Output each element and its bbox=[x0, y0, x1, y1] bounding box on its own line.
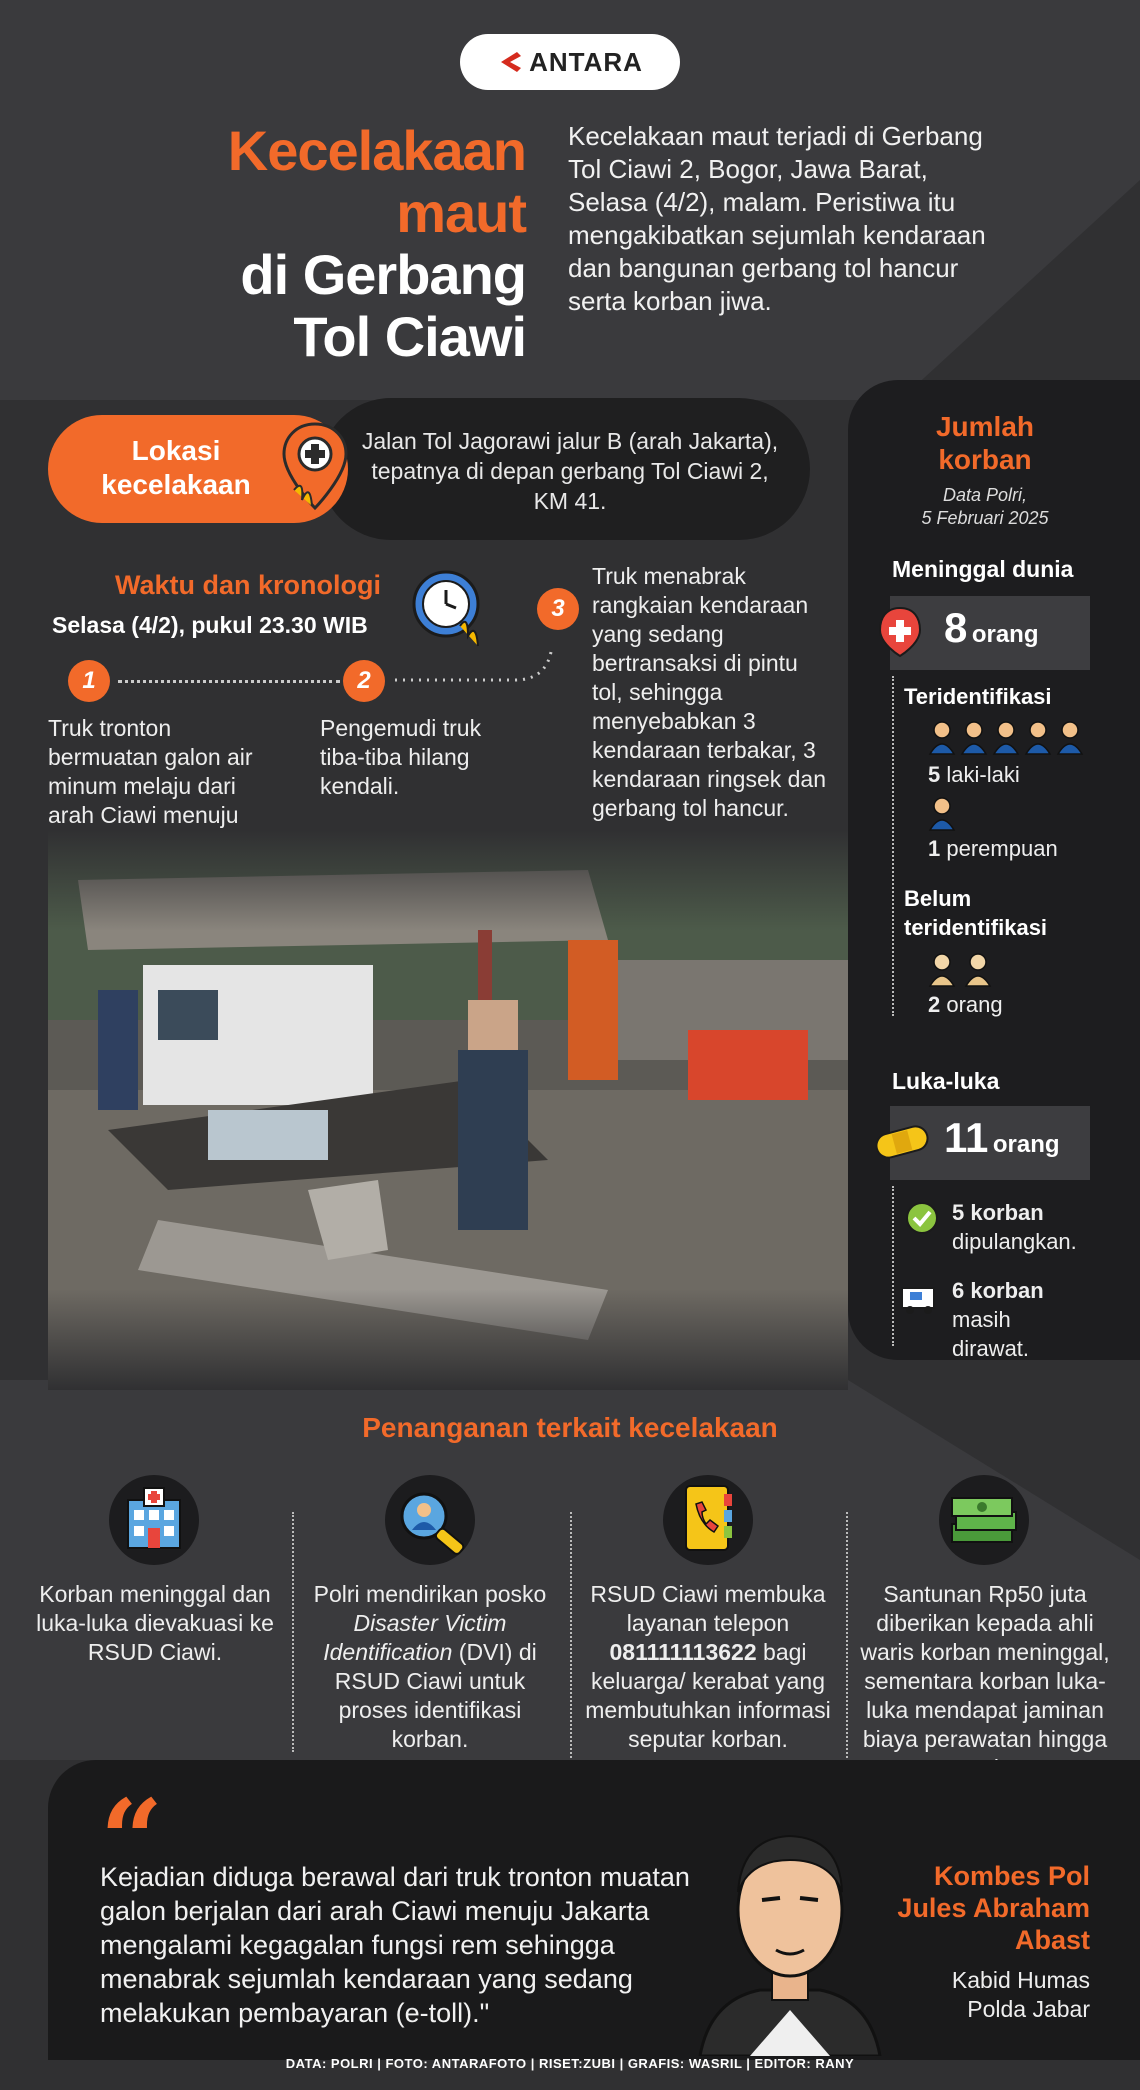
male-count bbox=[928, 760, 1020, 789]
handling-item-3-pre: RSUD Ciawi membuka layanan telepon bbox=[590, 1581, 826, 1636]
victims-title-line-2: korban bbox=[938, 444, 1032, 475]
victims-source-line-2: 5 Februari 2025 bbox=[921, 508, 1049, 528]
medical-cross-icon bbox=[876, 604, 924, 660]
title-line-3: di Gerbang bbox=[240, 243, 526, 306]
victims-source-line-1: Data Polri, bbox=[942, 485, 1028, 505]
antara-logo bbox=[460, 34, 680, 90]
unidentified-label-line-1: Belum bbox=[904, 886, 972, 911]
step-1-number: 1 bbox=[68, 660, 110, 702]
male-victims-icons bbox=[928, 720, 1088, 756]
speaker-info bbox=[860, 1860, 1090, 2024]
victims-title bbox=[910, 410, 1060, 476]
timeline-time: Selasa (4/2), pukul 23.30 WIB bbox=[52, 612, 368, 638]
handling-item-1: Korban meninggal dan luka-luka dievakuasi ke RSUD Ciawi. bbox=[36, 1581, 274, 1665]
location-label-line-1: Lokasi bbox=[131, 435, 221, 466]
handling-item-3-phone: 081111113622 bbox=[609, 1639, 757, 1665]
magnifier-person-icon bbox=[384, 1474, 476, 1566]
discharged-info bbox=[952, 1198, 1077, 1256]
step-3-text: Truk menabrak rangkaian kendaraan yang sedang bertransaksi di pintu tol, sehingga menyebabkan 3 kendaraan terbakar, 3 kendaraan ringsek dan gerbang tol hancur. bbox=[592, 563, 826, 821]
ambulance-icon bbox=[900, 1280, 944, 1316]
map-pin-icon bbox=[280, 420, 350, 516]
timeline-connector-2 bbox=[395, 612, 555, 684]
dead-count-number: 8 bbox=[944, 604, 968, 651]
handling-divider-1 bbox=[292, 1512, 294, 1752]
location-label bbox=[86, 434, 266, 502]
female-victim-icon bbox=[928, 796, 958, 832]
dead-detail-line bbox=[892, 676, 894, 1016]
speaker-role bbox=[860, 1966, 1090, 2024]
location-text: Jalan Tol Jagorawi jalur B (arah Jakarta), tepatnya di depan gerbang Tol Ciawi 2, KM 41. bbox=[361, 428, 779, 514]
treated-label-line-2: dirawat. bbox=[952, 1336, 1030, 1361]
handling-title: Penanganan terkait kecelakaan bbox=[362, 1412, 778, 1443]
injured-label: Luka-luka bbox=[892, 1068, 1000, 1094]
step-1-text: Truk tronton bermuatan galon air minum melaju dari arah Ciawi menuju bbox=[48, 715, 253, 828]
accident-photo bbox=[48, 830, 848, 1390]
victims-title-line-1: Jumlah bbox=[935, 411, 1035, 442]
unidentified-label-line-2: teridentifikasi bbox=[904, 915, 1048, 940]
injured-count bbox=[944, 1114, 1060, 1162]
male-count-label: laki-laki bbox=[946, 762, 1020, 787]
intro-text: Kecelakaan maut terjadi di Gerbang Tol Ciawi 2, Bogor, Jawa Barat, Selasa (4/2), malam. Peristiwa itu mengakibatkan sejumlah kendaraan dan bangunan gerbang tol hancur serta korban jiwa. bbox=[568, 121, 986, 316]
check-badge-icon bbox=[904, 1200, 940, 1236]
unidentified-count-number: 2 bbox=[928, 992, 941, 1017]
accident-scene-illustration bbox=[48, 830, 848, 1390]
treated-info bbox=[952, 1276, 1044, 1363]
handling-item-2-post: (DVI) di RSUD Ciawi untuk proses identifikasi korban. bbox=[334, 1639, 537, 1752]
page-title bbox=[228, 120, 526, 368]
location-label-line-2: kecelakaan bbox=[101, 469, 251, 500]
phone-book-icon bbox=[662, 1474, 754, 1566]
antara-logo-icon bbox=[497, 49, 523, 75]
female-count bbox=[928, 834, 1058, 863]
dead-label: Meninggal dunia bbox=[892, 556, 1074, 582]
title-line-1: Kecelakaan bbox=[227, 119, 526, 182]
speaker-name-line-2: Jules Abraham bbox=[897, 1893, 1090, 1923]
unidentified-count-unit: orang bbox=[946, 992, 1003, 1017]
quote-text: Kejadian diduga berawal dari truk tronton muatan galon berjalan dari arah Ciawi menuju Jakarta mengalami kegagalan fungsi rem sehingga menabrak sejumlah kendaraan yang sedang melakukan pembayaran (e-toll)." bbox=[100, 1862, 690, 2028]
handling-item-3 bbox=[583, 1580, 833, 1754]
hospital-icon bbox=[108, 1474, 200, 1566]
discharged-label: dipulangkan. bbox=[952, 1229, 1077, 1254]
female-count-label: perempuan bbox=[946, 836, 1058, 861]
step-2-text: Pengemudi truk tiba-tiba hilang kendali. bbox=[320, 715, 482, 799]
handling-item-4: Santunan Rp50 juta diberikan kepada ahli waris korban meninggal, sementara korban luka-luka mendapat jaminan biaya perawatan hingga bbox=[860, 1581, 1110, 1752]
handling-item-3-post: bagi keluarga/ kerabat yang membutuhkan informasi seputar korban. bbox=[585, 1639, 831, 1752]
treated-label-line-1: masih bbox=[952, 1307, 1011, 1332]
handling-item-2-italic: Disaster Victim Identification bbox=[323, 1610, 507, 1665]
logo-text: ANTARA bbox=[529, 46, 643, 77]
title-line-2: maut bbox=[396, 181, 526, 244]
step-2-number: 2 bbox=[343, 660, 385, 702]
timeline-connector-1 bbox=[118, 680, 340, 683]
unidentified-count bbox=[928, 990, 1003, 1019]
dead-count-unit: orang bbox=[971, 621, 1039, 648]
treated-count: 6 korban bbox=[952, 1278, 1044, 1303]
discharged-count: 5 korban bbox=[952, 1200, 1044, 1225]
injured-detail-line bbox=[892, 1186, 894, 1346]
money-stack-icon bbox=[938, 1474, 1030, 1566]
speaker-name-line-1: Kombes Pol bbox=[933, 1861, 1090, 1891]
speaker-role-line-2: Polda Jabar bbox=[967, 1996, 1090, 2022]
dead-count bbox=[944, 604, 1038, 652]
handling-item-2 bbox=[305, 1580, 555, 1754]
credits-footer: DATA: POLRI | FOTO: ANTARAFOTO | RISET:ZUBI | GRAFIS: WASRIL | EDITOR: RANY bbox=[285, 2056, 855, 2071]
timeline-title: Waktu dan kronologi bbox=[115, 570, 381, 600]
speaker-role-line-1: Kabid Humas bbox=[951, 1967, 1090, 1993]
step-3-number: 3 bbox=[537, 588, 579, 630]
female-count-number: 1 bbox=[928, 836, 941, 861]
victims-source bbox=[890, 484, 1080, 530]
quote-mark: “ bbox=[100, 1775, 164, 1904]
speaker-name-line-3: Abast bbox=[1014, 1925, 1090, 1955]
unidentified-label bbox=[904, 884, 1047, 942]
bandage-icon bbox=[872, 1120, 932, 1164]
speaker-name bbox=[860, 1860, 1090, 1956]
identified-label: Teridentifikasi bbox=[904, 684, 1052, 709]
title-line-4: Tol Ciawi bbox=[293, 305, 526, 368]
unidentified-victims-icons bbox=[928, 952, 998, 988]
handling-item-2-pre: Polri mendirikan posko bbox=[313, 1581, 547, 1607]
male-count-number: 5 bbox=[928, 762, 941, 787]
injured-count-unit: orang bbox=[992, 1131, 1060, 1158]
injured-count-number: 11 bbox=[944, 1114, 989, 1161]
